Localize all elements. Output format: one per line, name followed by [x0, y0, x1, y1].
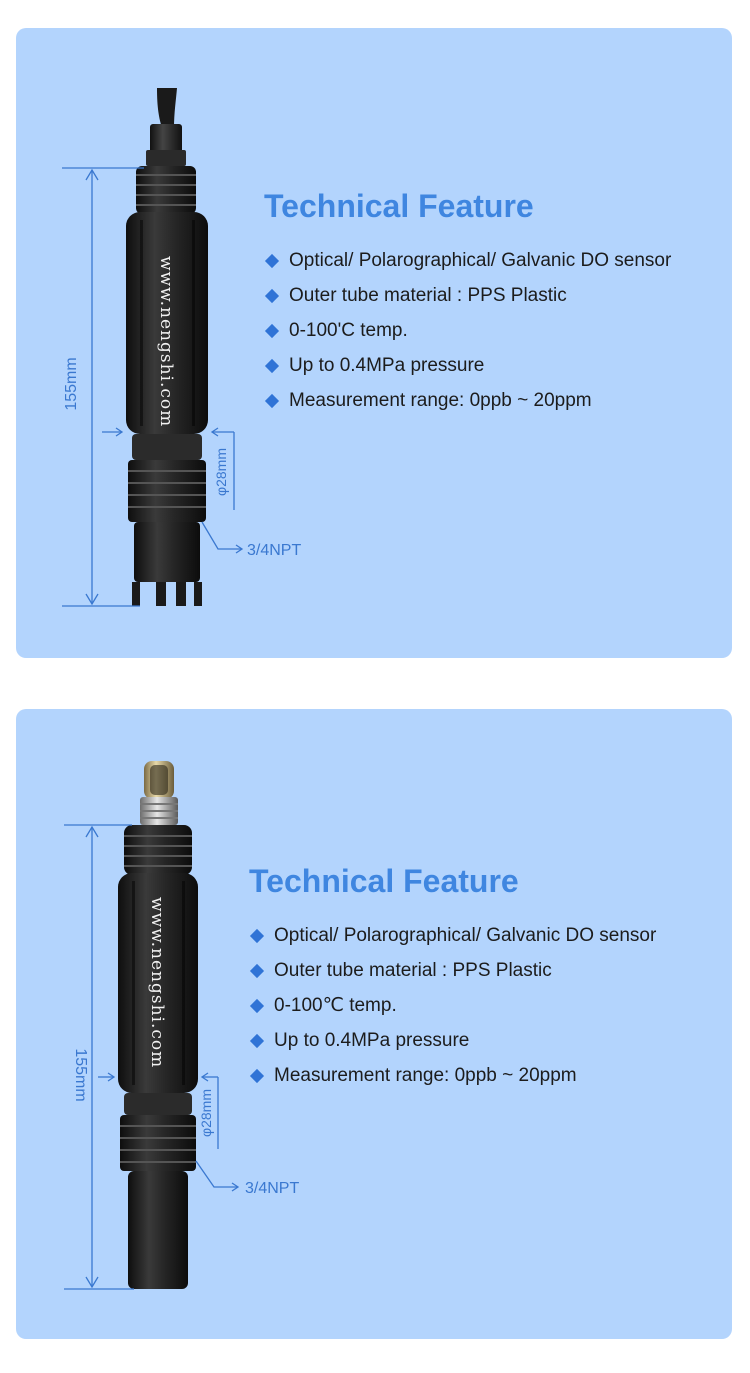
features-title: Technical Feature — [249, 863, 519, 899]
diameter-label: φ28mm — [213, 448, 229, 496]
top-thread — [124, 825, 192, 875]
diameter-label: φ28mm — [198, 1089, 214, 1137]
diamond-bullet-icon — [265, 253, 279, 267]
thread-label: 3/4NPT — [245, 1180, 300, 1197]
feature-item: Measurement range: 0ppb ~ 20ppm — [264, 383, 671, 418]
connector-thread — [140, 797, 178, 825]
features-title: Technical Feature — [264, 188, 534, 224]
sensor-cable — [157, 88, 177, 128]
technical-features — [249, 863, 656, 1093]
probe-tip — [134, 522, 200, 582]
npt-thread — [120, 1115, 196, 1171]
features-list — [264, 243, 671, 418]
npt-thread — [128, 460, 206, 522]
diamond-bullet-icon — [265, 393, 279, 407]
feature-item: Up to 0.4MPa pressure — [249, 1023, 656, 1058]
technical-features — [264, 188, 671, 418]
feature-item: Up to 0.4MPa pressure — [264, 348, 671, 383]
length-label: 155mm — [72, 1048, 89, 1102]
brand-text: www.nengshi.com — [147, 897, 167, 1069]
feature-item: Optical/ Polarographical/ Galvanic DO sensor — [264, 243, 671, 278]
length-label: 155mm — [63, 357, 80, 411]
features-list — [249, 918, 656, 1093]
feature-item: 0-100℃ temp. — [249, 988, 656, 1023]
feature-item: Outer tube material : PPS Plastic — [264, 278, 671, 313]
diamond-bullet-icon — [250, 1068, 264, 1082]
thread-leader — [202, 522, 242, 553]
feature-item: Outer tube material : PPS Plastic — [249, 953, 656, 988]
diamond-bullet-icon — [250, 963, 264, 977]
lower-collar — [124, 1093, 192, 1115]
brand-text: www.nengshi.com — [156, 256, 176, 428]
top-thread — [136, 166, 196, 214]
feature-item: Optical/ Polarographical/ Galvanic DO sensor — [249, 918, 656, 953]
diamond-bullet-icon — [265, 323, 279, 337]
thread-leader — [196, 1161, 238, 1191]
diamond-bullet-icon — [250, 998, 264, 1012]
lower-collar — [132, 434, 202, 460]
diamond-bullet-icon — [265, 358, 279, 372]
feature-item: 0-100'C temp. — [264, 313, 671, 348]
probe-tip — [128, 1171, 188, 1289]
product-panel-connector-sensor — [16, 709, 732, 1339]
feature-item: Measurement range: 0ppb ~ 20ppm — [249, 1058, 656, 1093]
diamond-bullet-icon — [250, 928, 264, 942]
diamond-bullet-icon — [265, 288, 279, 302]
diamond-bullet-icon — [250, 1033, 264, 1047]
thread-label: 3/4NPT — [247, 542, 302, 559]
product-panel-cable-sensor — [16, 28, 732, 658]
